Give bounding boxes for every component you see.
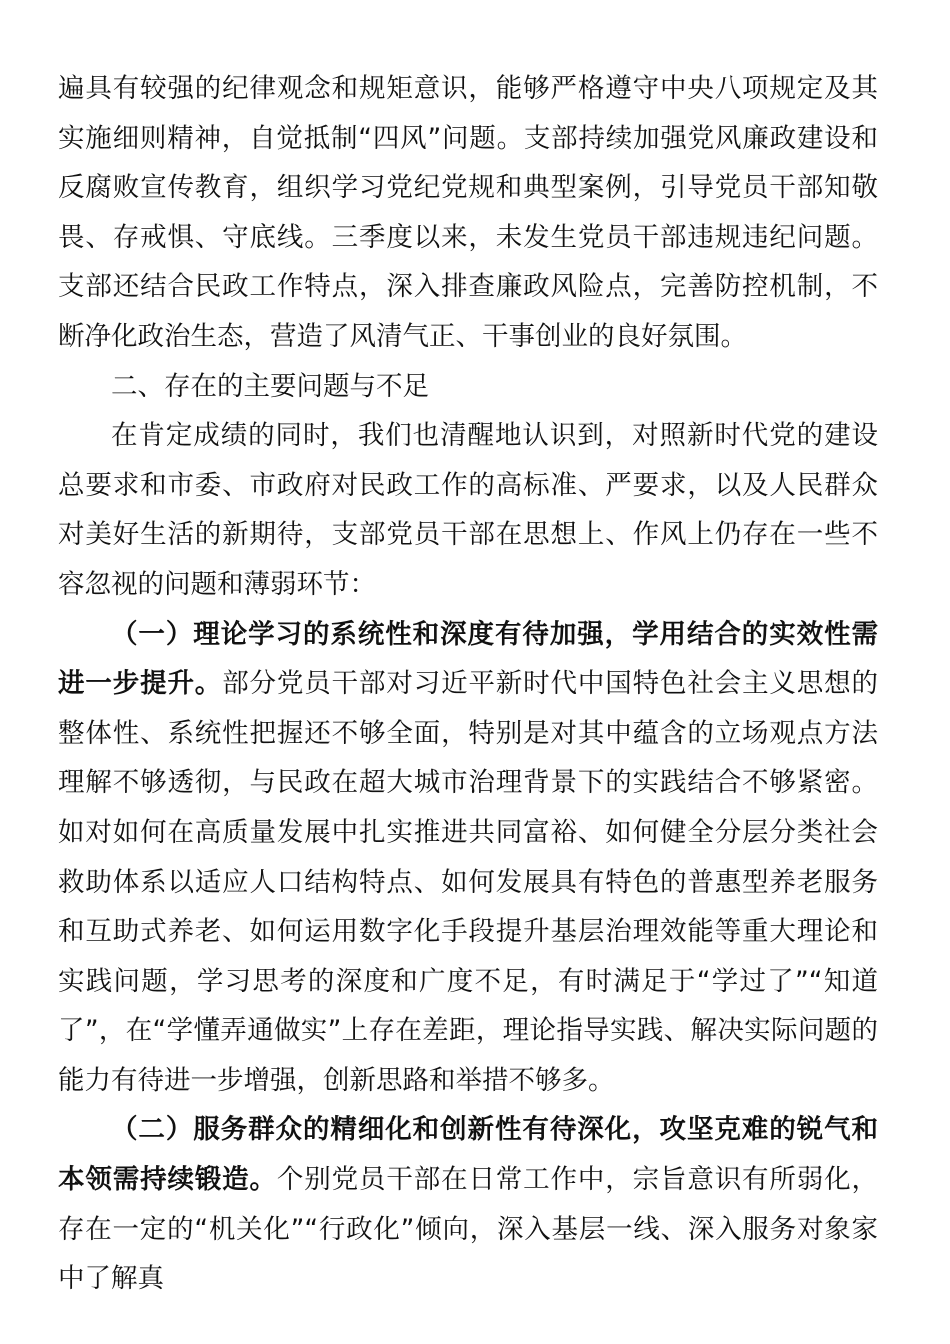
subsection-body-2: 个别党员干部在日常工作中，宗旨意识有所弱化，存在一定的“机关化”“行政化”倾向，深入基层一线、深入服务对象家中了解真 (58, 1164, 879, 1295)
subsection-theory-study (58, 610, 878, 1106)
document-body (58, 64, 878, 1304)
paragraph-continuation: 遍具有较强的纪律观念和规矩意识，能够严格遵守中央八项规定及其实施细则精神，自觉抵制“四风”问题。支部持续加强党风廉政建设和反腐败宣传教育，组织学习党纪党规和典型案例，引导党员干部知敬畏、存戒惧、守底线。三季度以来，未发生党员干部违规违纪问题。支部还结合民政工作特点，深入排查廉政风险点，完善防控机制，不断净化政治生态，营造了风清气正、干事创业的良好氛围。 (58, 73, 878, 352)
subsection-body-1: 部分党员干部对习近平新时代中国特色社会主义思想的整体性、系统性把握还不够全面，特别是对其中蕴含的立场观点方法理解不够透彻，与民政在超大城市治理背景下的实践结合不够紧密。如对如何在高质量发展中扎实推进共同富裕、如何健全分层分类社会救助体系以适应人口结构特点、如何发展具有特色的普惠型养老服务和互助式养老、如何运用数字化手段提升基层治理效能等重大理论和实践问题，学习思考的深度和广度不足，有时满足于“学过了”“知道了”，在“学懂弄通做实”上存在差距，理论指导实践、解决实际问题的能力有待进一步增强，创新思路和举措不够多。 (58, 668, 879, 1096)
subsection-serving-masses (58, 1105, 878, 1303)
subsection-heading-2: （二）服务群众的精细化和创新性有待深化，攻坚克难的锐气和本领需持续锻造。 (58, 1114, 878, 1196)
paragraph-intro: 在肯定成绩的同时，我们也清醒地认识到，对照新时代党的建设总要求和市委、市政府对民政工作的高标准、严要求，以及人民群众对美好生活的新期待，支部党员干部在思想上、作风上仍存在一些不容忽视的问题和薄弱环节： (58, 420, 878, 600)
section-heading-problems: 二、存在的主要问题与不足 (111, 370, 429, 402)
subsection-heading-1: （一）理论学习的系统性和深度有待加强，学用结合的实效性需进一步提升。 (58, 618, 878, 700)
